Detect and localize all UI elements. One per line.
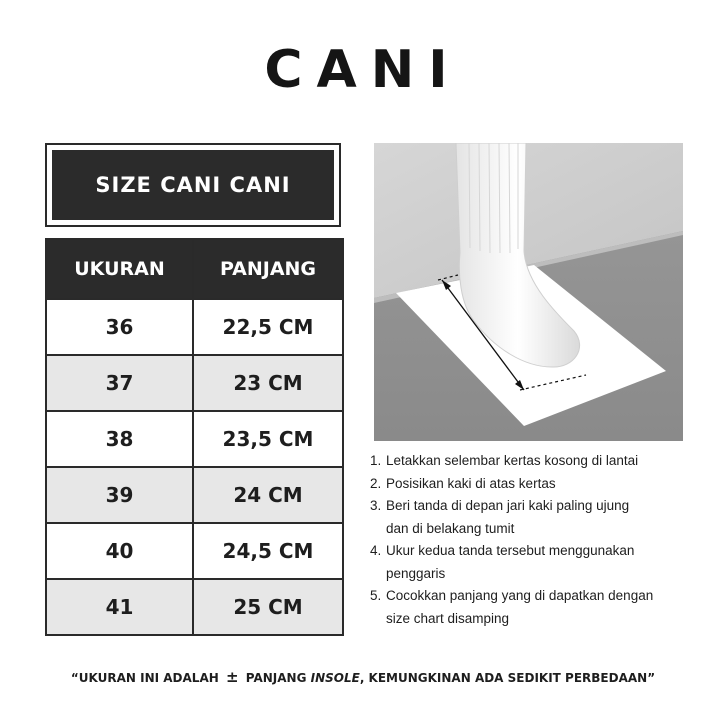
footer-text-1: UKURAN INI ADALAH	[78, 671, 219, 685]
footer-open-quote: “	[70, 671, 79, 685]
header-size: UKURAN	[46, 239, 193, 299]
instruction-item	[370, 450, 700, 473]
instruction-line: Letakkan selembar kertas kosong di lantai	[386, 453, 639, 468]
table-row	[46, 467, 343, 523]
table-row	[46, 299, 343, 355]
size-cell: 39	[46, 467, 193, 523]
instruction-line: size chart disamping	[386, 610, 510, 626]
size-cell: 36	[46, 299, 193, 355]
table-header-row	[46, 239, 343, 299]
instruction-line: dan di belakang tumit	[386, 520, 515, 536]
instruction-number: 1.	[370, 453, 382, 468]
instruction-number: 3.	[370, 498, 382, 513]
length-cell: 24,5 CM	[193, 523, 343, 579]
size-chart-title-box	[45, 143, 341, 227]
instruction-number: 4.	[370, 543, 382, 558]
table-row	[46, 523, 343, 579]
length-cell: 23,5 CM	[193, 411, 343, 467]
footer-note	[0, 668, 726, 686]
instruction-text	[386, 473, 700, 496]
foot-measure-illustration	[374, 143, 683, 441]
length-cell: 22,5 CM	[193, 299, 343, 355]
instruction-item	[370, 540, 700, 585]
size-cell: 40	[46, 523, 193, 579]
instruction-line: Ukur kedua tanda tersebut menggunakan	[386, 543, 635, 558]
instruction-text	[386, 585, 700, 630]
instruction-line: penggaris	[386, 565, 446, 581]
instruction-item	[370, 585, 700, 630]
size-table	[45, 238, 344, 636]
table-row	[46, 355, 343, 411]
header-length: PANJANG	[193, 239, 343, 299]
instruction-number: 2.	[370, 475, 382, 491]
instruction-line: Cocokkan panjang yang di dapatkan dengan	[386, 588, 654, 603]
instruction-item	[370, 473, 700, 496]
instruction-line: Posisikan kaki di atas kertas	[386, 475, 556, 491]
instruction-text	[386, 450, 700, 473]
size-chart-title: SIZE CANI CANI	[52, 150, 334, 220]
footer-text-3: , KEMUNGKINAN ADA SEDIKIT PERBEDAAN	[359, 671, 648, 685]
length-cell: 24 CM	[193, 467, 343, 523]
plus-minus-symbol: ±	[225, 668, 239, 686]
brand-logo: CANI	[264, 40, 462, 100]
footer-insole: INSOLE	[310, 671, 360, 685]
table-row	[46, 411, 343, 467]
table-row	[46, 579, 343, 635]
footer-close-quote: ”	[647, 671, 656, 685]
instruction-number: 5.	[370, 588, 382, 603]
instruction-text	[386, 495, 700, 540]
size-cell: 37	[46, 355, 193, 411]
instruction-line: Beri tanda di depan jari kaki paling ujung	[386, 498, 630, 513]
instruction-text	[386, 540, 700, 585]
size-cell: 38	[46, 411, 193, 467]
foot-measure-image	[374, 143, 683, 441]
size-cell: 41	[46, 579, 193, 635]
length-cell: 25 CM	[193, 579, 343, 635]
length-cell: 23 CM	[193, 355, 343, 411]
instructions-list	[370, 450, 700, 630]
footer-text-2: PANJANG	[245, 671, 307, 685]
instruction-item	[370, 495, 700, 540]
